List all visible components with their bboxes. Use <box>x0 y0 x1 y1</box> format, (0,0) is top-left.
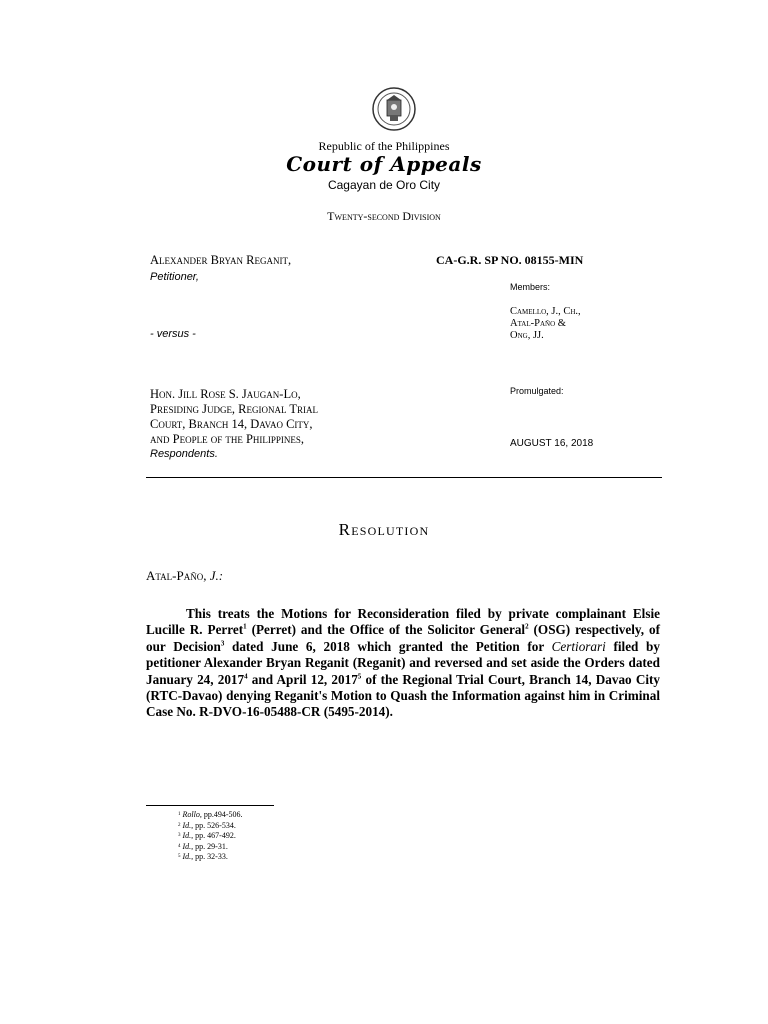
versus-label: - versus - <box>150 328 196 340</box>
respondent-line: Hon. Jill Rose S. Jaugan-Lo, <box>150 387 301 401</box>
certiorari-term: Certiorari <box>551 638 606 654</box>
footnote-ref: 4 <box>244 672 248 681</box>
respondents-role: Respondents. <box>150 448 218 460</box>
divider-rule <box>146 477 662 478</box>
member-line: Atal-Paño & <box>510 318 566 329</box>
member-line: Ong, JJ. <box>510 330 544 341</box>
footnote-ref: 2 <box>525 623 529 632</box>
petitioner-name: Alexander Bryan Reganit, <box>150 253 292 267</box>
member-line: Camello, J., Ch., <box>510 306 581 317</box>
case-number: CA-G.R. SP NO. 08155-MIN <box>436 253 584 267</box>
court-city: Cagayan de Oro City <box>327 178 441 192</box>
ponente-line <box>146 568 223 584</box>
respondent-line: Presiding Judge, Regional Trial <box>150 402 319 416</box>
footnote-ref: 1 <box>243 623 247 632</box>
respondent-line: Court, Branch 14, Davao City, <box>150 417 313 431</box>
footnote-rule <box>146 805 274 806</box>
members-label: Members: <box>510 282 551 292</box>
division-name: Twenty-second Division <box>327 209 441 223</box>
republic-line: Republic of the Philippines <box>318 139 450 153</box>
footnote-item: $^3$ Id., pp. 467-492. <box>178 831 236 840</box>
ponente-suffix: J.: <box>209 568 224 583</box>
members-list <box>510 306 581 342</box>
footnote-item: $^5$ Id., pp. 32-33. <box>178 852 228 861</box>
ponente-name: Atal-Paño, <box>146 568 207 583</box>
footnote-ref: 5 <box>357 672 362 681</box>
resolution-body: This treats the Motions for Reconsideration filed by private complainant Elsie Lucille R. Perret$^1$ (Perret) and the Office of the Solicitor General$^2$ (OSG) respectively, of our Decision$^3$ dated June 6, 2018 which granted the Petition for Certiorari filed by petitioner Alexander Bryan Reganit (Reganit) and reversed and set aside the Orders dated January 24, 2017$^4$ and April 12, 2017$^5$ of the Regional Trial Court, Branch 14, Davao City (RTC-Davao) denying Reganit's Motion to Quash the Information against him in Criminal Case No. R-DVO-16-05488-CR (5495-2014). <box>146 606 660 720</box>
promulgated-label: Promulgated: <box>510 386 564 396</box>
court-name: Court of Appeals <box>286 152 482 176</box>
footnote-item: $^1$ Rollo, pp.494-506. <box>178 810 243 819</box>
respondents-block <box>150 387 318 447</box>
petitioner-role: Petitioner, <box>150 271 199 283</box>
footnotes <box>178 810 243 863</box>
footnote-item: $^2$ Id., pp. 526-534. <box>178 820 236 830</box>
respondent-line: and People of the Philippines, <box>150 432 305 446</box>
footnote-ref: 3 <box>220 639 225 648</box>
footnote-item: $^4$ Id., pp. 29-31. <box>178 841 228 851</box>
resolution-title: Resolution <box>338 520 430 539</box>
promulgated-date: AUGUST 16, 2018 <box>510 438 594 449</box>
court-seal-icon <box>372 86 416 132</box>
